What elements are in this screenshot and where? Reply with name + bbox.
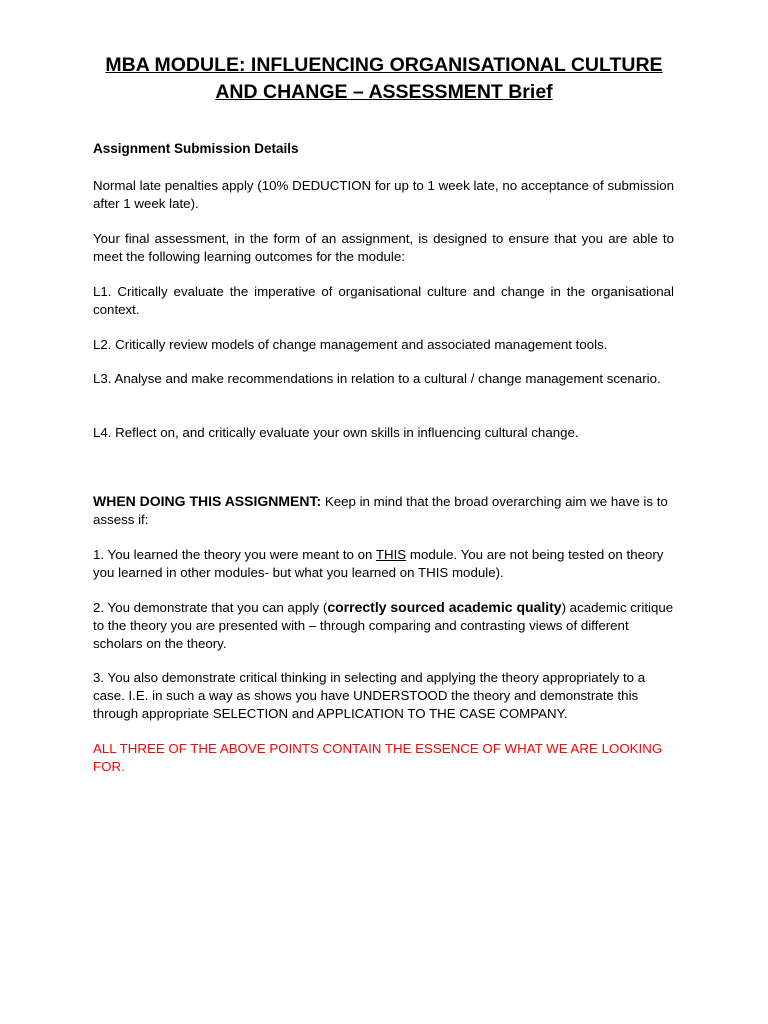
learning-outcome-l2: L2. Critically review models of change management and associated management tools. (93, 337, 608, 352)
point-3-paragraph: 3. You also demonstrate critical thinking in selecting and applying the theory appropriately to a case. I.E. in such a way as shows you have UNDERSTOOD the theory and demonstrate this through appropriate SELECTION and APPLICATION TO THE CASE COMPANY. (93, 670, 646, 721)
point-2-paragraph (93, 598, 674, 653)
when-doing-paragraph (93, 492, 674, 529)
point-2-before: 2. You demonstrate that you can apply ( (93, 600, 328, 615)
section-heading: Assignment Submission Details (93, 141, 299, 156)
essence-statement: ALL THREE OF THE ABOVE POINTS CONTAIN THE ESSENCE OF WHAT WE ARE LOOKING FOR. (93, 741, 663, 774)
learning-outcome-l1: L1. Critically evaluate the imperative of organisational culture and change in the organisational context. (93, 284, 674, 317)
point-1-before: 1. You learned the theory you were meant to on (93, 547, 376, 562)
when-doing-text: Keep in mind that the broad overarching aim we have is to assess if: (93, 494, 668, 527)
point-2-emphasis: correctly sourced academic quality (327, 599, 562, 615)
title-line-2: AND CHANGE – ASSESSMENT Brief (215, 81, 553, 103)
late-penalties-paragraph: Normal late penalties apply (10% DEDUCTION for up to 1 week late, no acceptance of submission after 1 week late). (93, 178, 674, 211)
document-title (80, 52, 688, 106)
point-1-after: module. You are not being tested on theory you learned in other modules- but what you learned on THIS module). (93, 547, 664, 580)
point-1-paragraph (93, 546, 674, 582)
final-assessment-paragraph: Your final assessment, in the form of an assignment, is designed to ensure that you are able to meet the following learning outcomes for the module: (93, 231, 674, 264)
title-line-1: MBA MODULE: INFLUENCING ORGANISATIONAL CULTURE (105, 54, 663, 76)
point-2-after: ) academic critique to the theory you are presented with – through comparing and contrasting views of different scholars on the theory. (93, 600, 674, 651)
learning-outcome-l4: L4. Reflect on, and critically evaluate your own skills in influencing cultural change. (93, 425, 579, 440)
point-1-emphasis: THIS (375, 547, 407, 562)
when-doing-label: WHEN DOING THIS ASSIGNMENT: (93, 493, 322, 509)
learning-outcome-l3: L3. Analyse and make recommendations in relation to a cultural / change management scenario. (93, 371, 661, 386)
